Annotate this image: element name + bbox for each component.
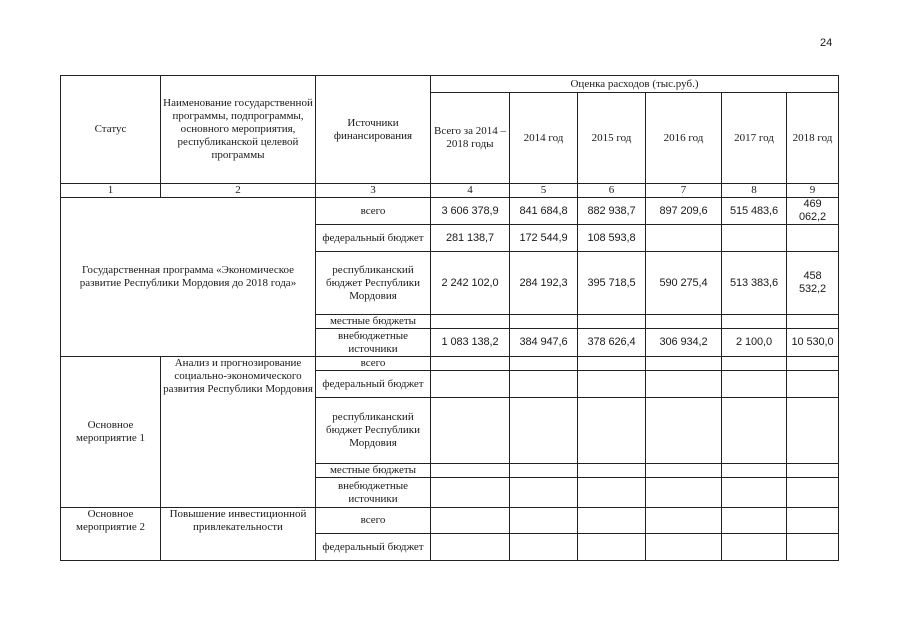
year-value-cell: 10 530,0 <box>787 329 839 357</box>
column-number: 4 <box>431 184 510 198</box>
year-value-cell <box>646 357 722 371</box>
status-cell: Основное мероприятие 2 <box>61 508 161 561</box>
activity-name-cell: Повышение инвестиционной привлекательности <box>161 508 316 561</box>
year-value-cell <box>578 508 646 534</box>
year-value-cell <box>510 398 578 464</box>
year-value-cell <box>787 357 839 371</box>
year-value-cell: 458 532,2 <box>787 252 839 315</box>
year-value-cell <box>722 464 787 478</box>
year-value-cell <box>722 315 787 329</box>
funding-source-cell: внебюджетные источники <box>316 478 431 508</box>
year-value-cell <box>510 371 578 398</box>
year-value-cell: 897 209,6 <box>646 198 722 225</box>
funding-source-cell: республиканский бюджет Республики Мордовия <box>316 398 431 464</box>
column-number: 2 <box>161 184 316 198</box>
column-number: 8 <box>722 184 787 198</box>
year-value-cell: 172 544,9 <box>510 225 578 252</box>
activity-name-cell: Анализ и прогнозирование социально-экономического развития Республики Мордовия <box>161 357 316 508</box>
year-value-cell <box>578 371 646 398</box>
year-value-cell <box>646 398 722 464</box>
header-sources: Источники финансирования <box>316 76 431 184</box>
column-numbers-row <box>61 184 839 198</box>
year-value-cell <box>787 225 839 252</box>
header-status: Статус <box>61 76 161 184</box>
year-value-cell <box>646 315 722 329</box>
year-value-cell: 841 684,8 <box>510 198 578 225</box>
year-value-cell: 469 062,2 <box>787 198 839 225</box>
year-value-cell: 384 947,6 <box>510 329 578 357</box>
year-value-cell <box>787 398 839 464</box>
total-value-cell <box>431 315 510 329</box>
year-value-cell <box>578 357 646 371</box>
year-value-cell <box>510 508 578 534</box>
header-program-name: Наименование государственной программы, подпрограммы, основного мероприятия, республиканской целевой программы <box>161 76 316 184</box>
year-value-cell <box>646 464 722 478</box>
total-value-cell: 1 083 138,2 <box>431 329 510 357</box>
table-body <box>61 198 839 561</box>
year-value-cell: 395 718,5 <box>578 252 646 315</box>
year-value-cell <box>578 478 646 508</box>
funding-source-cell: всего <box>316 198 431 225</box>
funding-source-cell: местные бюджеты <box>316 315 431 329</box>
year-value-cell: 590 275,4 <box>646 252 722 315</box>
column-number: 6 <box>578 184 646 198</box>
header-total: Всего за 2014 – 2018 годы <box>431 93 510 184</box>
year-value-cell <box>510 534 578 561</box>
column-number: 9 <box>787 184 839 198</box>
funding-source-cell: федеральный бюджет <box>316 225 431 252</box>
total-value-cell <box>431 508 510 534</box>
year-value-cell <box>646 225 722 252</box>
table-row <box>61 198 839 225</box>
funding-source-cell: всего <box>316 508 431 534</box>
year-value-cell <box>578 315 646 329</box>
year-value-cell <box>510 315 578 329</box>
column-number: 1 <box>61 184 161 198</box>
year-value-cell: 108 593,8 <box>578 225 646 252</box>
total-value-cell <box>431 478 510 508</box>
funding-source-cell: внебюджетные источники <box>316 329 431 357</box>
total-value-cell <box>431 534 510 561</box>
year-value-cell <box>722 225 787 252</box>
column-number: 7 <box>646 184 722 198</box>
year-value-cell: 284 192,3 <box>510 252 578 315</box>
year-value-cell <box>787 371 839 398</box>
year-value-cell <box>787 315 839 329</box>
year-value-cell <box>787 478 839 508</box>
year-value-cell: 882 938,7 <box>578 198 646 225</box>
year-value-cell <box>722 371 787 398</box>
year-value-cell <box>787 534 839 561</box>
header-expenses: Оценка расходов (тыс.руб.) <box>431 76 839 93</box>
table-row <box>61 508 839 534</box>
year-value-cell <box>646 371 722 398</box>
year-value-cell <box>510 357 578 371</box>
year-value-cell <box>722 398 787 464</box>
year-value-cell <box>646 478 722 508</box>
year-value-cell <box>510 478 578 508</box>
funding-source-cell: местные бюджеты <box>316 464 431 478</box>
header-year: 2016 год <box>646 93 722 184</box>
column-number: 5 <box>510 184 578 198</box>
year-value-cell <box>722 534 787 561</box>
total-value-cell <box>431 398 510 464</box>
year-value-cell: 513 383,6 <box>722 252 787 315</box>
year-value-cell: 306 934,2 <box>646 329 722 357</box>
year-value-cell <box>578 398 646 464</box>
table-row <box>61 357 839 371</box>
year-value-cell <box>722 357 787 371</box>
funding-source-cell: всего <box>316 357 431 371</box>
page-number: 24 <box>820 37 833 49</box>
year-value-cell <box>578 464 646 478</box>
header-year: 2014 год <box>510 93 578 184</box>
year-value-cell <box>510 464 578 478</box>
header-year: 2015 год <box>578 93 646 184</box>
funding-source-cell: федеральный бюджет <box>316 534 431 561</box>
year-value-cell <box>722 478 787 508</box>
total-value-cell <box>431 464 510 478</box>
year-value-cell: 378 626,4 <box>578 329 646 357</box>
header-year: 2018 год <box>787 93 839 184</box>
year-value-cell <box>646 534 722 561</box>
funding-source-cell: республиканский бюджет Республики Мордовия <box>316 252 431 315</box>
year-value-cell <box>787 508 839 534</box>
program-name-cell: Государственная программа «Экономическое развитие Республики Мордовия до 2018 года» <box>61 198 316 357</box>
year-value-cell: 2 100,0 <box>722 329 787 357</box>
year-value-cell <box>646 508 722 534</box>
year-value-cell <box>722 508 787 534</box>
status-cell: Основное мероприятие 1 <box>61 357 161 508</box>
budget-table <box>60 75 839 561</box>
column-number: 3 <box>316 184 431 198</box>
total-value-cell: 2 242 102,0 <box>431 252 510 315</box>
total-value-cell <box>431 357 510 371</box>
year-value-cell: 515 483,6 <box>722 198 787 225</box>
total-value-cell: 3 606 378,9 <box>431 198 510 225</box>
total-value-cell: 281 138,7 <box>431 225 510 252</box>
total-value-cell <box>431 371 510 398</box>
header-year: 2017 год <box>722 93 787 184</box>
year-value-cell <box>787 464 839 478</box>
funding-source-cell: федеральный бюджет <box>316 371 431 398</box>
year-value-cell <box>578 534 646 561</box>
